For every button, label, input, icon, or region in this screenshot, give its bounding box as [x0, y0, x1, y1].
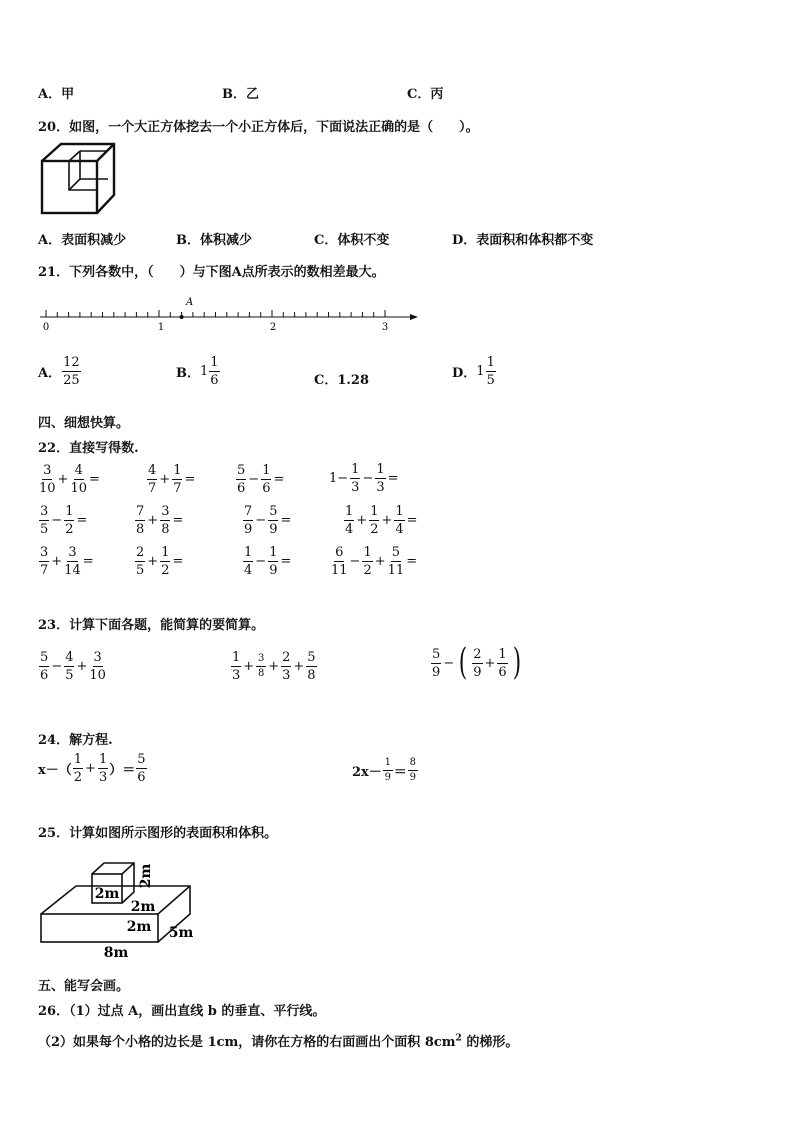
q22-r3-b: $\frac{2}{5}$ + $\frac{1}{2}$ = [136, 545, 184, 578]
dim-cube-side: 2m [130, 899, 156, 915]
q21-stem: 21．下列各数中，（ ）与下图A点所表示的数相差最大。 [38, 265, 385, 280]
q21-number-line [36, 290, 426, 333]
tick-label-2: 2 [269, 322, 277, 333]
q22-r3-d: $\frac{6}{11}$ − $\frac{1}{2}$ + $\frac{5}{11}$ = [331, 545, 418, 578]
q19-option-b: B．乙 [222, 87, 259, 102]
q22-r1-b: $\frac{4}{7}$ + $\frac{1}{7}$ = [148, 463, 196, 496]
tick-label-3: 3 [381, 322, 389, 333]
q21-option-b: B． 1 $\frac{1}{6}$ [176, 355, 219, 388]
left-paren: ( [458, 642, 468, 683]
q24-equation-2: 2x－ $\frac{1}{9}$ ＝ $\frac{8}{9}$ [352, 757, 416, 783]
q22-r3-a: $\frac{3}{7}$ + $\frac{3}{14}$ = [40, 545, 94, 578]
q23-expr-1: $\frac{5}{6}$ − $\frac{4}{5}$ + $\frac{3}{10}$ [40, 650, 106, 683]
tick-label-0: 0 [42, 322, 50, 333]
q26-part-2: （2）如果每个小格的边长是 1cm，请你在方格的右面画出个面积 $8cm^2$ 的梯形。 [38, 1033, 519, 1050]
q22-r2-b: $\frac{7}{8}$ + $\frac{3}{8}$ = [136, 504, 184, 537]
q20-cube-figure [38, 142, 118, 216]
q25-solid-figure [38, 850, 213, 960]
dim-cuboid-width: 5m [168, 925, 194, 941]
dim-cube-height: 2m [138, 863, 154, 889]
q22-r3-c: $\frac{1}{4}$ − $\frac{1}{9}$ = [244, 545, 292, 578]
q22-r1-a: $\frac{3}{10}$ + $\frac{4}{10}$ = [39, 463, 100, 496]
q24-equation-1: x－（ $\frac{1}{2}$ + $\frac{1}{3}$ ）＝ $\frac{5}{6}$ [38, 752, 146, 785]
q24-stem: 24．解方程. [38, 733, 113, 748]
q23-stem: 23．计算下面各题，能简算的要简算。 [38, 618, 265, 633]
dim-cube-front: 2m [94, 886, 120, 902]
q22-stem: 22．直接写得数. [38, 441, 139, 456]
q21-option-c: C．1.28 [314, 373, 370, 388]
q22-r2-a: $\frac{3}{5}$ − $\frac{1}{2}$ = [40, 504, 88, 537]
q22-r2-d: $\frac{1}{4}$ + $\frac{1}{2}$ + $\frac{1}{4}$ = [345, 504, 418, 537]
q25-stem: 25．计算如图所示图形的表面积和体积。 [38, 826, 278, 841]
q20-option-d: D．表面积和体积都不变 [452, 233, 594, 248]
q19-option-c: C．丙 [407, 87, 444, 102]
point-a-marker [180, 316, 183, 319]
q21-option-a: A． $\frac{12}{25}$ [38, 355, 80, 388]
q20-option-a: A．表面积减少 [38, 233, 127, 248]
q20-option-b: B．体积减少 [176, 233, 252, 248]
dim-cuboid-length: 8m [103, 945, 129, 961]
q19-option-a: A．甲 [38, 87, 75, 102]
q21-option-d: D． 1 $\frac{1}{5}$ [452, 355, 495, 388]
q20-stem: 20．如图，一个大正方体挖去一个小正方体后，下面说法正确的是（ ）。 [38, 120, 479, 135]
section-4-heading: 四、细想快算。 [38, 416, 130, 431]
q22-r1-c: $\frac{5}{6}$ − $\frac{1}{6}$ = [237, 463, 285, 496]
q23-expr-3: $\frac{5}{9}$ − ( $\frac{2}{9}$ + $\frac{1}{6}$ ) [432, 642, 521, 683]
tick-label-1: 1 [157, 322, 165, 333]
q22-r2-c: $\frac{7}{9}$ − $\frac{5}{9}$ = [244, 504, 292, 537]
q22-r1-d: 1− $\frac{1}{3}$ − $\frac{1}{3}$ = [329, 462, 399, 495]
point-a-label: A [186, 297, 194, 308]
section-5-heading: 五、能写会画。 [38, 979, 130, 994]
q23-expr-2: $\frac{1}{3}$ + $\frac{3}{8}$ + $\frac{2}{3}$ + $\frac{5}{8}$ [232, 650, 316, 683]
right-paren: ) [512, 642, 521, 683]
q26-part-1: 26．（1）过点 A，画出直线 b 的垂直、平行线。 [38, 1004, 326, 1019]
dim-cuboid-height: 2m [126, 919, 152, 935]
q20-option-c: C．体积不变 [314, 233, 390, 248]
